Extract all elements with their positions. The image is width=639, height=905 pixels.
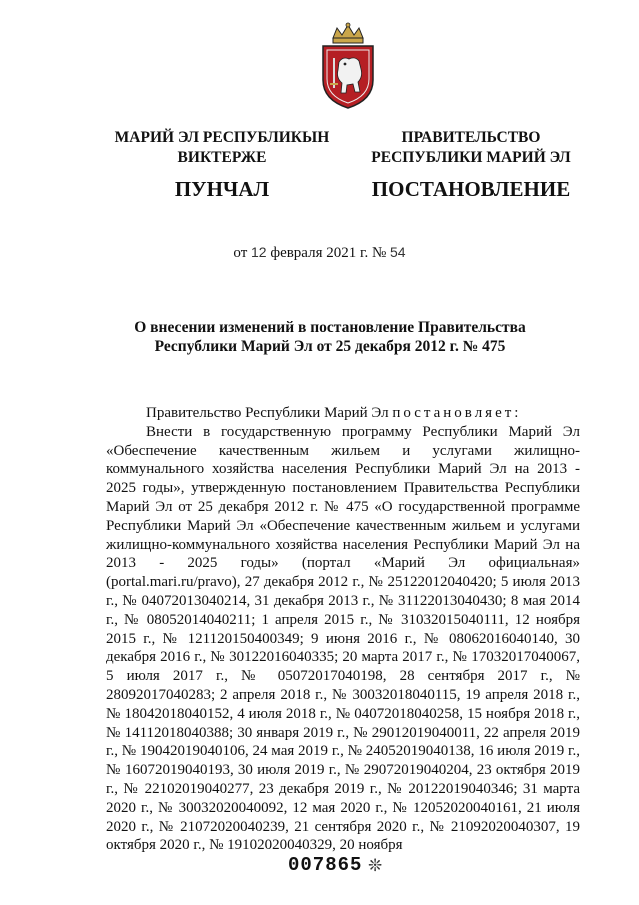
preamble	[106, 404, 580, 423]
header-left-doc-type: ПУНЧАЛ	[174, 177, 270, 201]
header-left-line1: МАРИЙ ЭЛ РЕСПУБЛИКЫН	[114, 129, 330, 146]
date-day: 12	[251, 244, 267, 260]
document-number: 54	[390, 244, 406, 260]
date-prefix: от	[233, 245, 248, 261]
document-title	[80, 318, 580, 356]
date-line	[0, 244, 639, 262]
header-right-block	[360, 128, 582, 203]
coat-of-arms-emblem	[317, 22, 379, 110]
body-paragraph: Внести в государственную программу Республики Марий Эл «Обеспечение качественным жильем и услугами жилищно-коммунального хозяйства населения Республики Марий Эл на 2013 - 2025 годы», утвержденную постановлением Правительства Республики Марий Эл от 25 декабря 2012 г. № 475 «О государственной программе Республики Марий Эл «Обеспечение качественным жильем и услугами жилищно-коммунального хозяйства населения Республики Марий Эл на 2013 - 2025 годы» (портал «Марий Эл официальная» (portal.mari.ru/pravo), 27 декабря 2012 г., № 25122012040420; 5 июля 2013 г., № 04072013040214, 31 декабря 2013 г., № 31122013040430; 8 мая 2014 г., № 08052014040211; 1 апреля 2015 г., № 31032015040111, 12 ноября 2015 г., № 121120150400349; 9 июня 2016 г., № 08062016040140, 30 декабря 2016 г., № 30122016040335; 20 марта 2017 г., № 17032017040067, 5 июля 2017 г., № 05072017040198, 28 сентября 2017 г., № 28092017040283; 2 апреля 2018 г., № 30032018040115, 19 апреля 2018 г., № 18042018040152, 4 июля 2018 г., № 04072018040258, 15 ноября 2018 г., № 14112018040388; 30 января 2019 г., № 29012019040011, 22 апреля 2019 г., № 19042019040106, 24 мая 2019 г., № 24052019040138, 16 июля 2019 г., № 16072019040193, 30 июля 2019 г., № 29072019040204, 23 октября 2019 г., № 22102019040277, 23 декабря 2019 г., № 20122019040346; 31 марта 2020 г., № 30032020040092, 12 мая 2020 г., № 12052020040161, 21 июля 2020 г., № 21072020040239, 21 сентября 2020 г., № 21092020040307, 19 октября 2020 г., № 19102020040329, 20 ноября	[106, 423, 580, 854]
title-line1: О внесении изменений в постановление Правительства	[134, 319, 526, 336]
crown-icon	[333, 23, 363, 43]
header-right-line1: ПРАВИТЕЛЬСТВО	[401, 129, 541, 146]
document-body	[106, 404, 580, 855]
serial-number: 007865	[288, 854, 363, 876]
preamble-verb: постановляет:	[392, 405, 522, 421]
header-left-line2: ВИКТЕРЖЕ	[177, 149, 267, 166]
date-month-year: февраля 2021 г. №	[270, 245, 387, 261]
header-right-doc-type: ПОСТАНОВЛЕНИЕ	[371, 177, 571, 201]
preamble-subject: Правительство Республики Марий Эл	[146, 405, 389, 421]
header-right-line2: РЕСПУБЛИКИ МАРИЙ ЭЛ	[371, 149, 571, 166]
title-line2: Республики Марий Эл от 25 декабря 2012 г. № 475	[154, 338, 506, 355]
header-left-block	[96, 128, 348, 203]
footer-mark-icon: ❊	[368, 856, 383, 875]
